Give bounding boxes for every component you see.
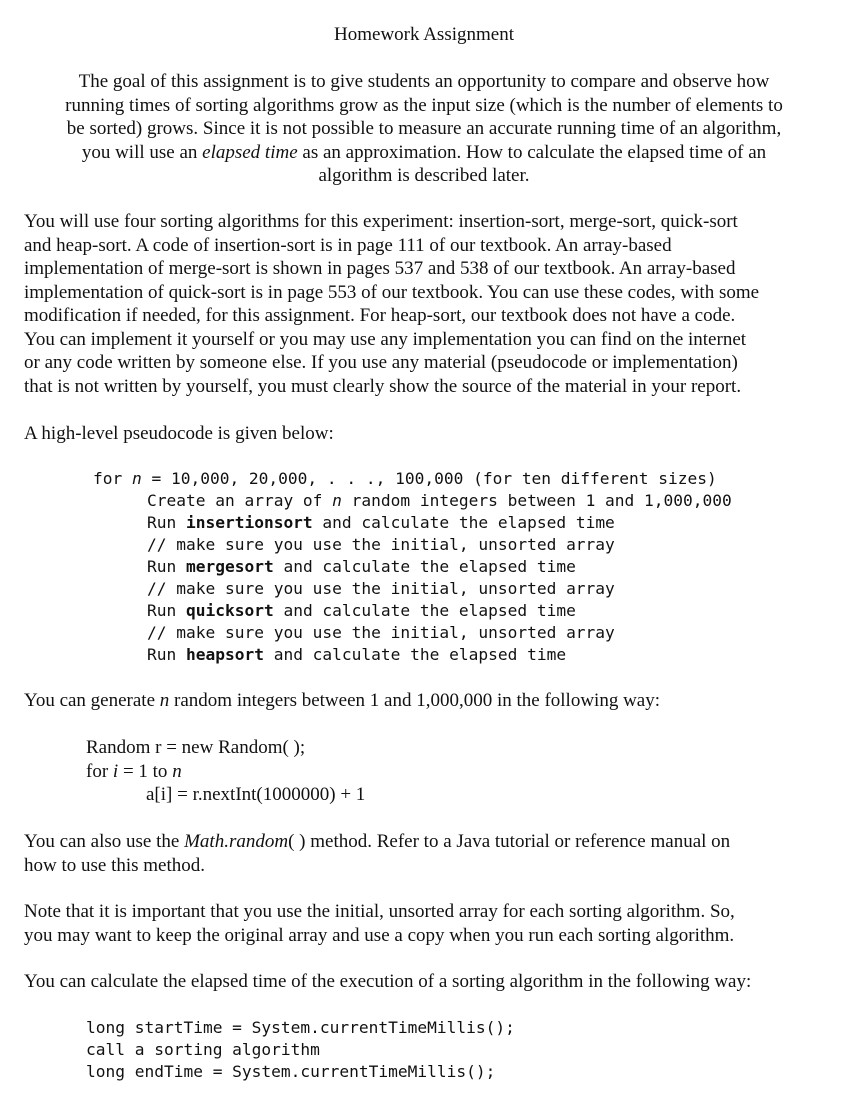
random-intro	[24, 689, 660, 713]
note-line-1: Note that it is important that you use the initial, unsorted array for each sorting algorithm. So,	[24, 901, 735, 922]
random-code-line-3: a[i] = r.nextInt(1000000) + 1	[146, 784, 366, 805]
pseudo-comment: // make sure you use the initial, unsorted array	[147, 535, 615, 554]
pseudo-line-quick	[147, 600, 576, 622]
code-keyword: heapsort	[185, 645, 264, 664]
code-text: and calculate the elapsed time	[273, 557, 576, 576]
code-text: random integers between 1 and 1,000,000	[341, 491, 732, 510]
random-code-line-2	[86, 760, 182, 784]
pseudo-comment: // make sure you use the initial, unsorted array	[147, 579, 615, 598]
para2-line: and heap-sort. A code of insertion-sort is in page 111 of our textbook. An array-based	[24, 234, 672, 256]
intro-line-3: be sorted) grows. Since it is not possible to measure an accurate running time of an algorithm,	[66, 118, 782, 139]
text: for	[86, 760, 113, 782]
pseudo-line-heap	[147, 644, 566, 666]
code-text: Run	[147, 513, 186, 532]
para2-line: modification if needed, for this assignment. For heap-sort, our textbook does not have a code.	[24, 305, 736, 326]
pseudo-line-for	[93, 468, 717, 490]
para2-line: implementation of merge-sort is shown in pages 537 and 538 of our textbook. An array-based	[24, 258, 736, 279]
code-var: n	[332, 491, 342, 510]
text: You can generate	[24, 690, 160, 711]
var: i	[112, 760, 119, 782]
pseudo-comment: // make sure you use the initial, unsorted array	[147, 623, 615, 642]
text: You can also use the	[24, 831, 185, 852]
code-text: Create an array of	[147, 491, 333, 510]
para2-line: implementation of quick-sort is in page 553 of our textbook. You can use these codes, with some	[24, 281, 760, 303]
para2-line: or any code written by someone else. If you use any material (pseudocode or implementation)	[24, 352, 738, 373]
text: random integers between 1 and 1,000,000 in the following way:	[169, 690, 661, 711]
code-keyword: mergesort	[185, 557, 274, 576]
math-random-line-2: how to use this method.	[24, 854, 206, 876]
elapsed-code-line: long endTime = System.currentTimeMillis();	[86, 1062, 496, 1081]
note-line-2: you may want to keep the original array and use a copy when you run each sorting algorithm.	[24, 924, 735, 946]
intro-text: you will use an	[81, 141, 203, 163]
para2-line: that is not written by yourself, you must clearly show the source of the material in your report.	[24, 375, 742, 397]
intro-text: as an approximation. How to calculate the elapsed time of an	[297, 141, 767, 163]
pseudo-line-insertion	[147, 512, 615, 534]
code-text: Run	[147, 645, 186, 664]
intro-line-2: running times of sorting algorithms grow as the input size (which is the number of elements to	[65, 94, 783, 116]
code-keyword: insertionsort	[185, 513, 313, 532]
para2-line: You will use four sorting algorithms for this experiment: insertion-sort, merge-sort, quick-sort	[24, 211, 738, 232]
para2-line: You can implement it yourself or you may use any implementation you can find on the internet	[24, 328, 747, 350]
code-keyword: quicksort	[185, 601, 274, 620]
code-text: and calculate the elapsed time	[273, 601, 576, 620]
elapsed-intro: You can calculate the elapsed time of the execution of a sorting algorithm in the following way:	[24, 971, 752, 992]
pseudocode-intro: A high-level pseudocode is given below:	[24, 423, 334, 444]
intro-line-4	[0, 141, 848, 165]
code-text: and calculate the elapsed time	[263, 645, 567, 664]
page-title: Homework Assignment	[334, 24, 514, 45]
method-name: Math.random	[184, 831, 289, 852]
random-code-line-1: Random r = new Random( );	[86, 737, 306, 758]
code-text: = 10,000, 20,000, . . ., 100,000 (for ten different sizes)	[141, 469, 717, 488]
math-random-line-1	[24, 830, 730, 854]
var: n	[172, 760, 182, 782]
code-text: Run	[147, 557, 186, 576]
intro-line-1: The goal of this assignment is to give students an opportunity to compare and observe how	[78, 71, 770, 92]
elapsed-code-line: call a sorting algorithm	[86, 1040, 320, 1059]
code-var: n	[131, 469, 142, 488]
intro-emphasis: elapsed time	[202, 141, 298, 163]
text: = 1 to	[118, 760, 173, 782]
elapsed-code-line: long startTime = System.currentTimeMillis();	[86, 1018, 515, 1037]
text: ( ) method. Refer to a Java tutorial or reference manual on	[288, 831, 731, 852]
var: n	[159, 690, 170, 711]
pseudo-line-merge	[147, 556, 576, 578]
intro-line-5: algorithm is described later.	[318, 165, 530, 186]
code-text: and calculate the elapsed time	[312, 513, 615, 532]
code-text: for	[93, 469, 132, 488]
code-text: Run	[147, 601, 186, 620]
pseudo-line-create	[147, 490, 732, 512]
